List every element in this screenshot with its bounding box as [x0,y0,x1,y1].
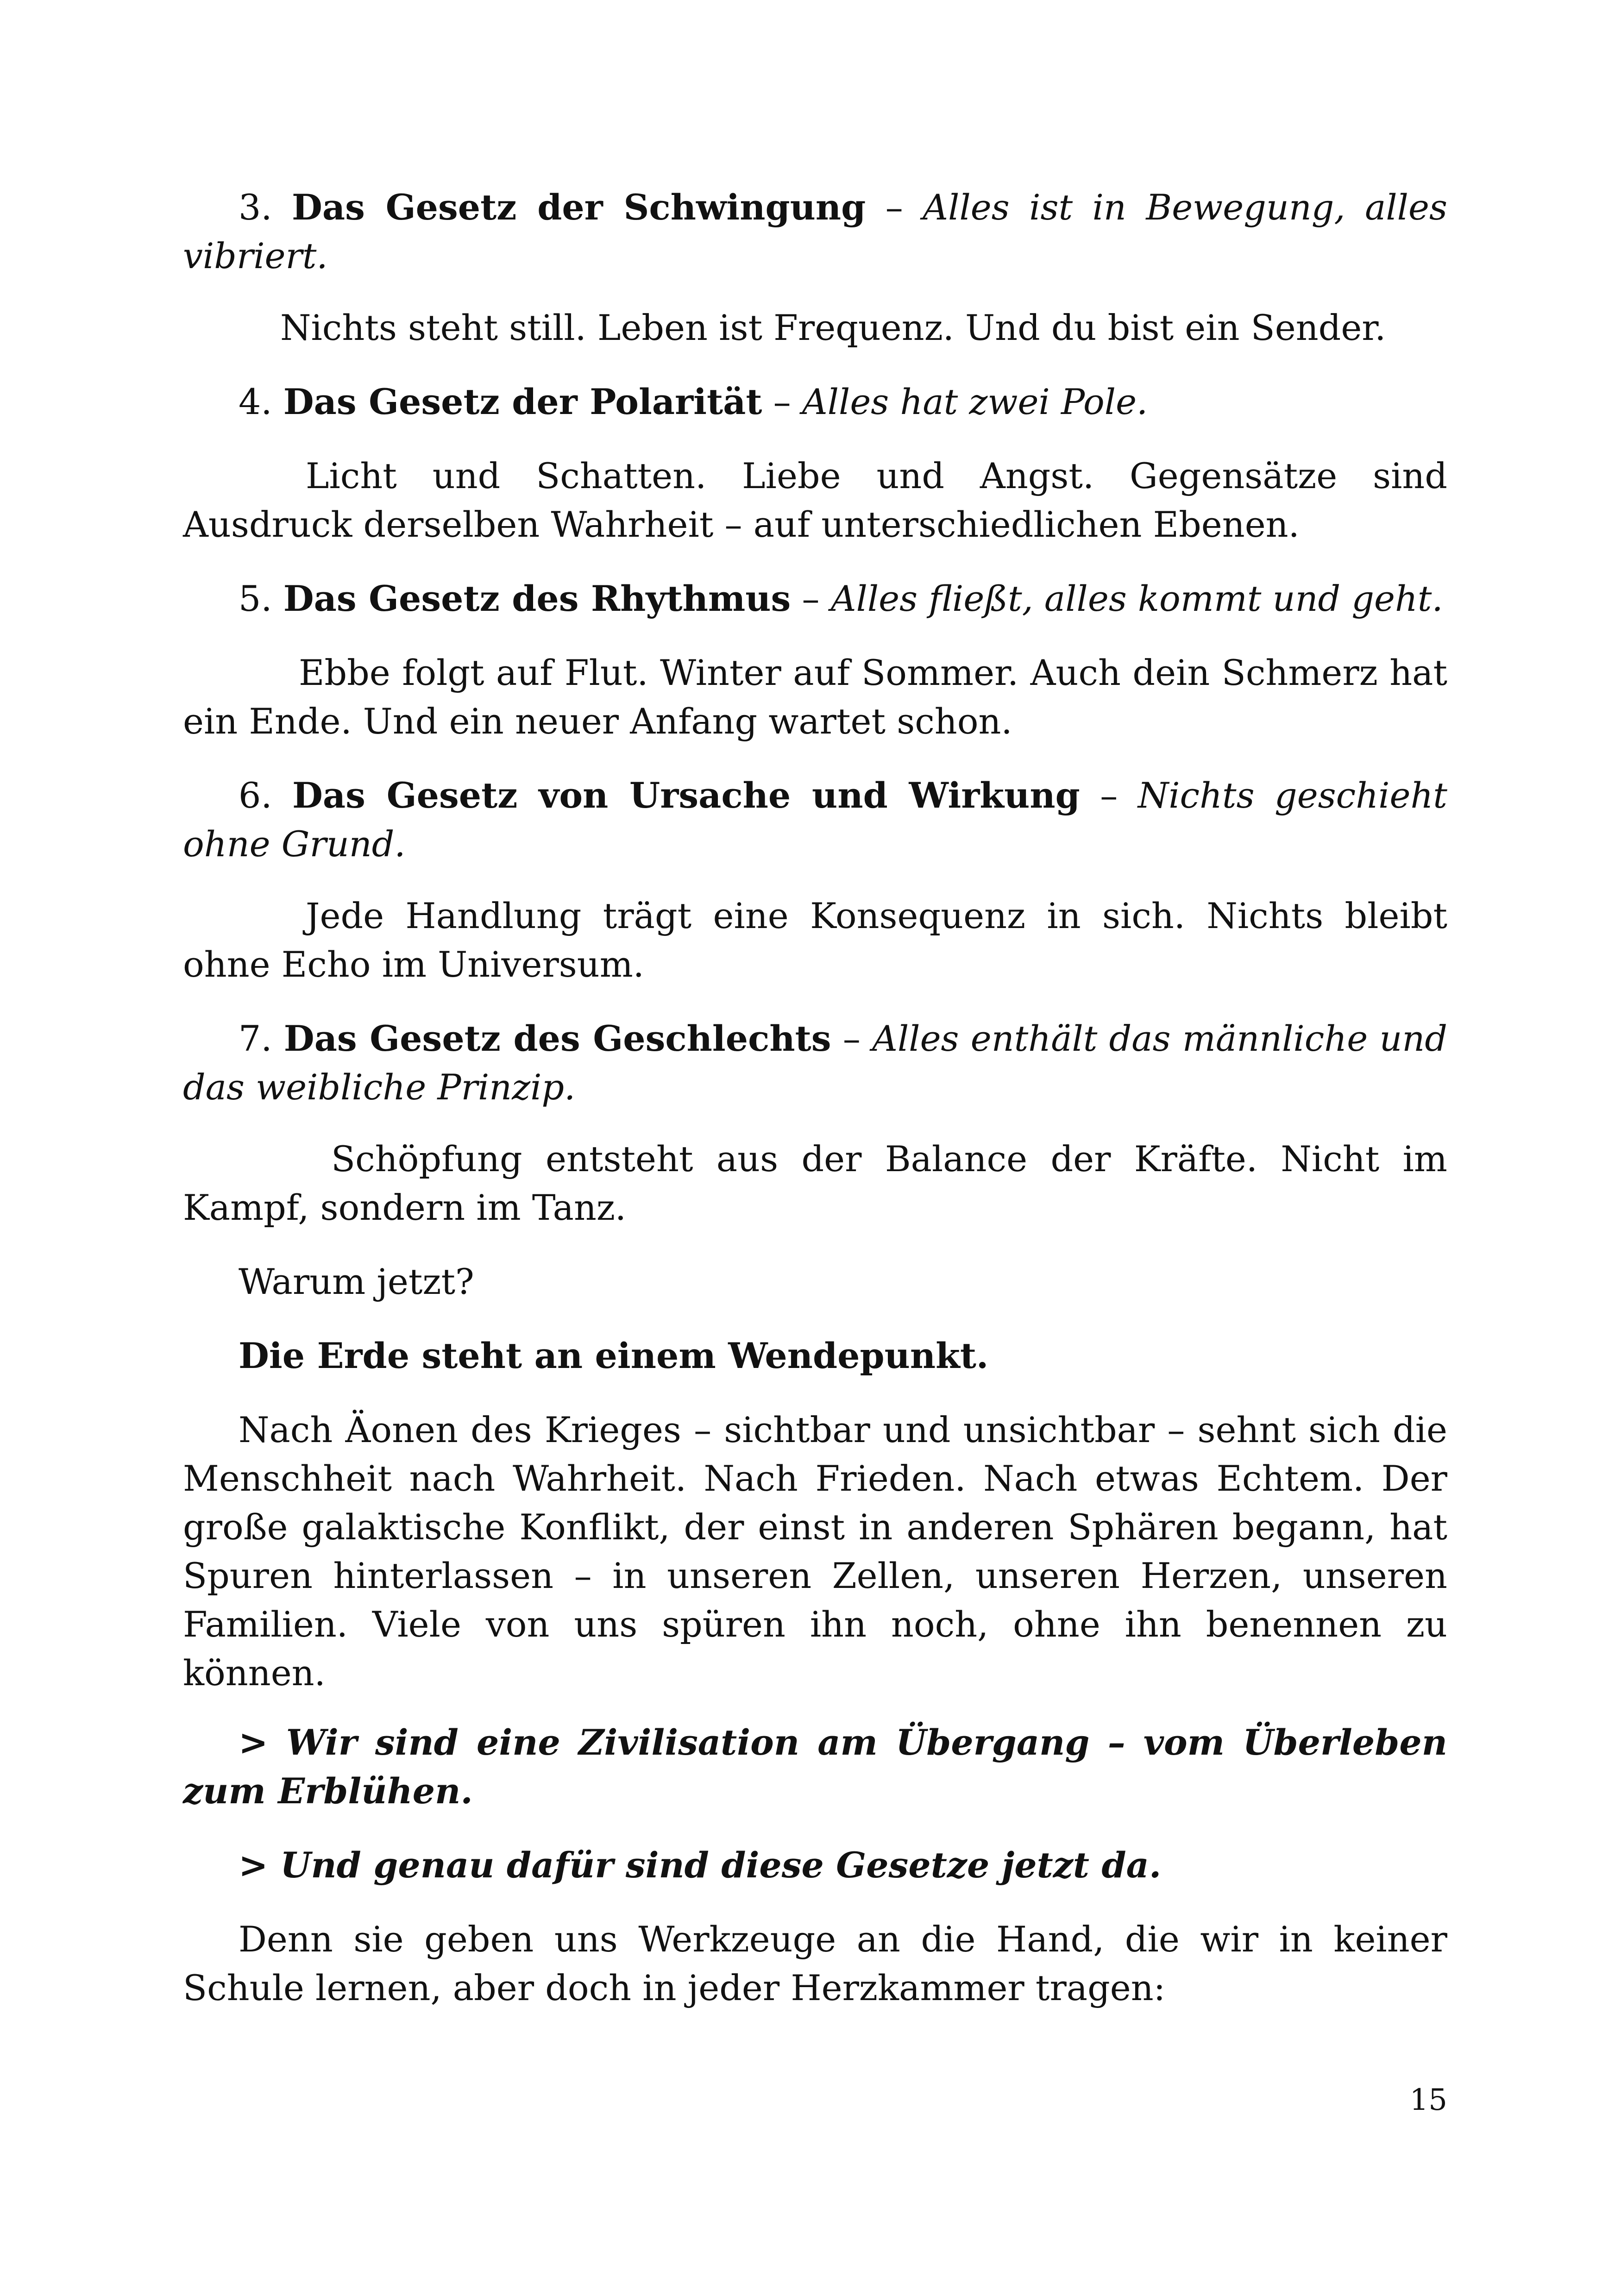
book-page [183,0,1447,2296]
law-number: 7. [239,1018,272,1059]
law-subtitle: Alles fließt, alles kommt und geht. [830,578,1443,619]
law-3-heading [183,183,1447,280]
law-number: 5. [239,578,272,619]
law-number: 3. [239,187,272,228]
law-number: 4. [239,381,272,422]
law-subtitle: Alles enthält das männliche und das weibliche Prinzip. [183,1018,1448,1108]
law-4-heading [183,377,1447,426]
law-subtitle: Alles ist in Bewegung, alles vibriert. [183,187,1447,276]
law-5-heading [183,574,1447,623]
law-title: Das Gesetz von Ursache und Wirkung [292,775,1080,816]
law-5-explanation: Ebbe folgt auf Flut. Winter auf Sommer. Auch dein Schmerz hat ein Ende. Und ein neuer Anfang wartet schon. [183,652,1447,742]
blockquote-line: > Und genau dafür sind diese Gesetze jetzt da. [239,1844,1162,1886]
law-number: 6. [239,775,272,816]
law-dash: – [842,1018,861,1059]
law-subtitle: Nichts geschieht ohne Grund. [183,775,1447,865]
law-3-explanation: Nichts steht still. Leben ist Frequenz. Und du bist ein Sender. [280,307,1386,348]
law-6-heading [183,771,1447,868]
law-title: Das Gesetz des Geschlechts [283,1018,831,1059]
law-dash: – [773,381,791,422]
law-title: Das Gesetz des Rhythmus [283,578,791,619]
law-title: Das Gesetz der Schwingung [292,187,866,228]
law-subtitle: Alles hat zwei Pole. [802,381,1148,422]
law-title: Das Gesetz der Polarität [283,381,762,422]
question-line: Warum jetzt? [239,1261,474,1302]
law-6-explanation: Jede Handlung trägt eine Konsequenz in sich. Nichts bleibt ohne Echo im Universum. [183,895,1447,985]
body-paragraph: Nach Äonen des Krieges – sichtbar und unsichtbar – sehnt sich die Menschheit nach Wahrheit. Nach Frieden. Nach etwas Echtem. Der große galaktische Konflikt, der einst in anderen Sphären begann, hat Spuren hinterlassen – in unseren Zellen, unseren Herzen, unseren Familien. Viele von uns spüren ihn noch, ohne ihn benennen zu können. [183,1409,1447,1694]
bold-statement: Die Erde steht an einem Wendepunkt. [239,1335,989,1376]
law-7-heading [183,1014,1447,1111]
page-number: 15 [1409,2083,1447,2117]
blockquote-line: > Wir sind eine Zivilisation am Übergang – vom Überleben zum Erblühen. [183,1722,1447,1812]
law-dash: – [885,187,903,228]
closing-paragraph: Denn sie geben uns Werkzeuge an die Hand, die wir in keiner Schule lernen, aber doch in jeder Herzkammer tragen: [183,1919,1447,2008]
law-dash: – [802,578,820,619]
law-4-explanation: Licht und Schatten. Liebe und Angst. Gegensätze sind Ausdruck derselben Wahrheit – auf unterschiedlichen Ebenen. [183,455,1447,545]
law-7-explanation: Schöpfung entsteht aus der Balance der Kräfte. Nicht im Kampf, sondern im Tanz. [183,1138,1447,1228]
law-dash: – [1100,775,1118,816]
